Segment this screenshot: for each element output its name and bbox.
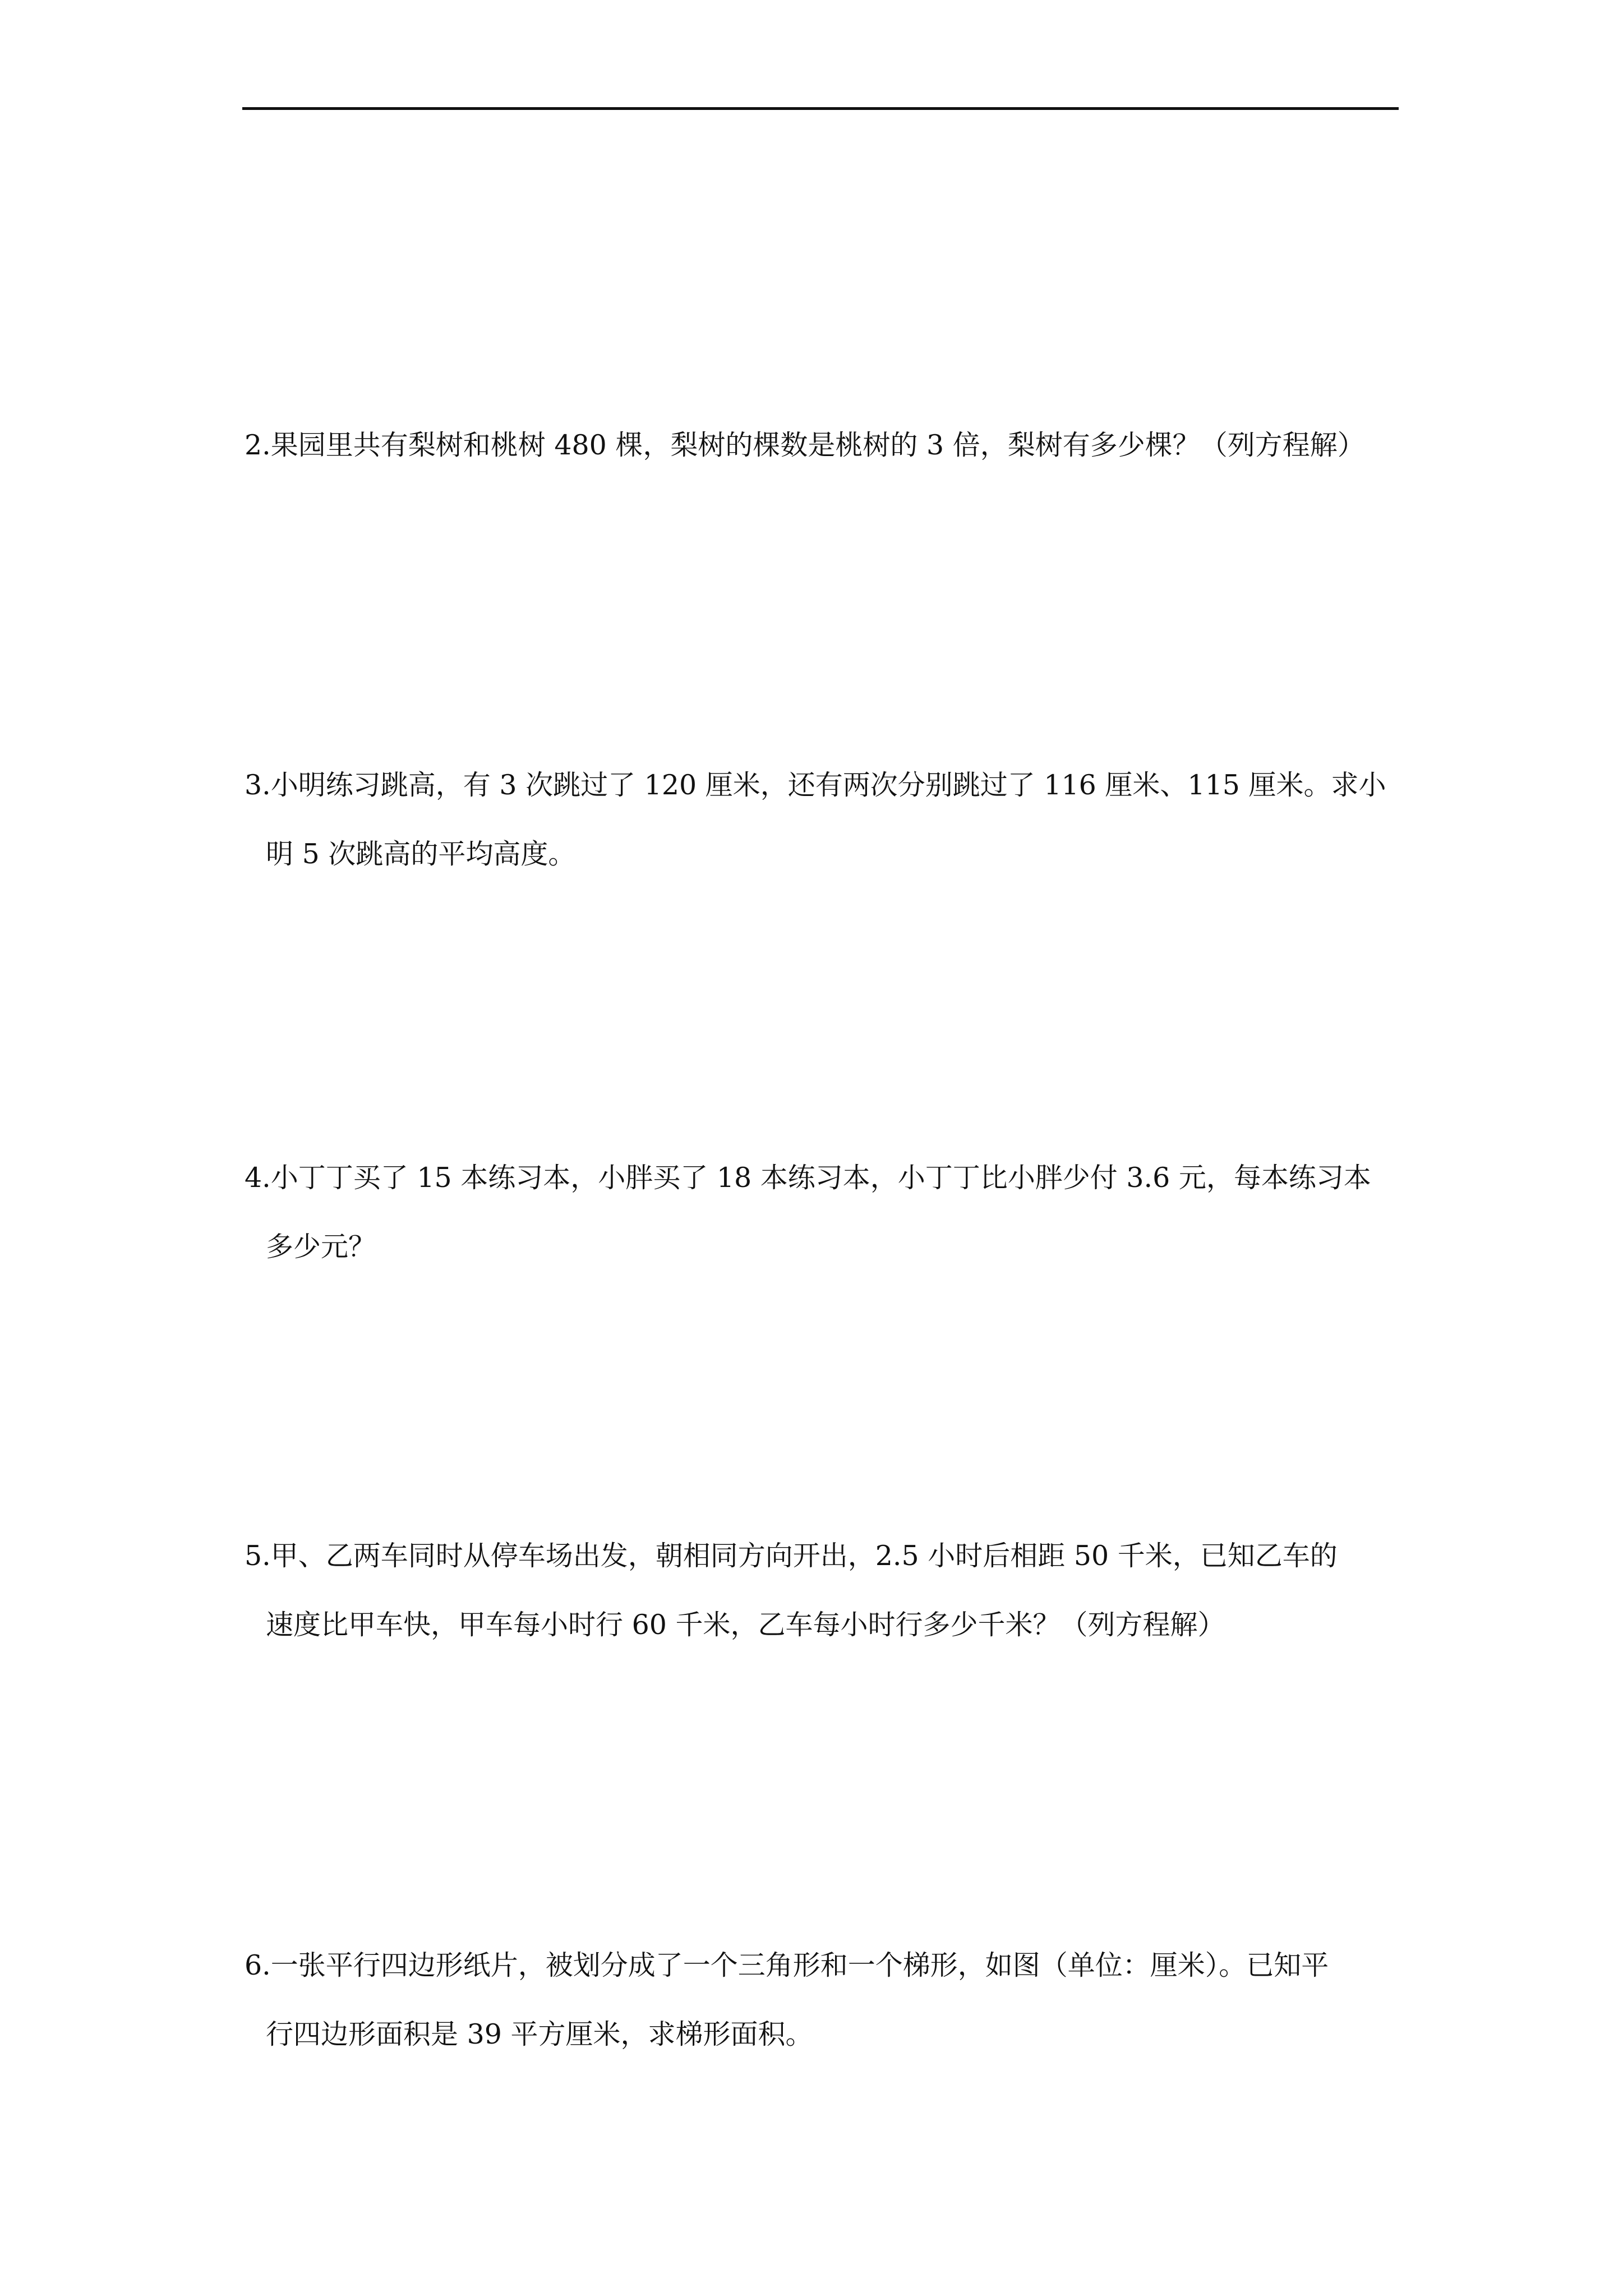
header-rule xyxy=(242,107,1399,110)
question-3 xyxy=(245,751,1400,889)
question-6-line-2: 行四边形面积是 39 平方厘米，求梯形面积。 xyxy=(266,2018,813,2050)
question-3-line-1: 3.小明练习跳高，有 3 次跳过了 120 厘米，还有两次分别跳过了 116 厘米、115 厘米。求小 xyxy=(245,769,1386,801)
question-6-line-1: 6.一张平行四边形纸片，被划分成了一个三角形和一个梯形，如图（单位：厘米）。已知平 xyxy=(245,1949,1329,1981)
question-6 xyxy=(245,1931,1400,2069)
question-5-line-1: 5.甲、乙两车同时从停车场出发，朝相同方向开出，2.5 小时后相距 50 千米，已知乙车的 xyxy=(245,1540,1338,1572)
question-2 xyxy=(245,411,1400,480)
question-5-line-2: 速度比甲车快，甲车每小时行 60 千米，乙车每小时行多少千米？（列方程解） xyxy=(266,1609,1225,1641)
question-5 xyxy=(245,1521,1400,1659)
question-3-line-2: 明 5 次跳高的平均高度。 xyxy=(266,838,576,870)
question-4-line-2: 多少元？ xyxy=(266,1231,376,1263)
question-4 xyxy=(245,1143,1400,1281)
question-4-line-1: 4.小丁丁买了 15 本练习本，小胖买了 18 本练习本，小丁丁比小胖少付 3.6 元，每本练习本 xyxy=(245,1162,1371,1194)
question-2-line-1: 2.果园里共有梨树和桃树 480 棵，梨树的棵数是桃树的 3 倍，梨树有多少棵？（列方程解） xyxy=(245,429,1365,461)
